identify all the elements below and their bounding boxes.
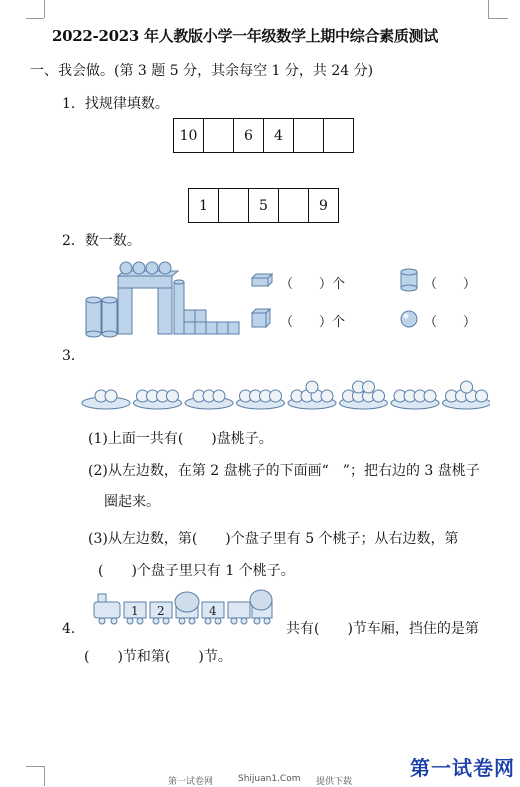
peach-plate <box>288 381 336 409</box>
peach-plate <box>391 390 439 409</box>
cube-count-blank: （ ）个 <box>280 315 346 330</box>
sequence-cell: 9 <box>319 197 328 214</box>
cuboid-icon <box>251 273 273 287</box>
sphere-count-blank: （ ） <box>424 315 477 330</box>
brand-watermark: 第一试卷网 <box>410 756 515 780</box>
sequence-cell: 4 <box>264 119 294 152</box>
crop-mark <box>488 0 489 18</box>
crop-mark <box>26 18 44 19</box>
cylinder-icon <box>400 268 418 292</box>
sequence-cell <box>204 119 234 152</box>
train-car-number: 1 <box>131 604 139 618</box>
peach-plate <box>443 381 491 409</box>
page-title: 2022-2023 年人教版小学一年级数学上期中综合素质测试 <box>52 27 438 45</box>
peach <box>270 390 282 402</box>
peach <box>306 381 318 393</box>
peach-plate <box>340 381 388 409</box>
sequence-row-2 <box>188 188 339 223</box>
q3-subquestion-3-cont: ( )个盘子里只有 1 个桃子。 <box>98 563 295 579</box>
peach <box>213 390 225 402</box>
sequence-cell: 1 <box>189 189 219 222</box>
question-3-label: 3． <box>62 348 85 364</box>
peach-plate <box>237 390 285 409</box>
sequence-cell <box>294 119 324 152</box>
sphere-icon <box>400 310 418 328</box>
peach <box>373 390 385 402</box>
crop-mark <box>488 18 508 19</box>
sequence-cell: 10 <box>174 119 204 152</box>
crop-mark <box>26 766 44 767</box>
q3-subquestion-1: (1)上面一共有( )盘桃子。 <box>88 431 273 447</box>
footer-site-url[interactable]: Shijuan1.Com <box>238 774 301 784</box>
cuboid-count-blank: （ ）个 <box>280 277 346 292</box>
section-heading: 一、我会做。(第 3 题 5 分，其余每空 1 分，共 24 分) <box>30 63 374 79</box>
q4-text-line-2: ( )节和第( )节。 <box>84 649 232 665</box>
footer-download-note: 提供下载 <box>316 777 353 787</box>
footer-site-name: 第一试卷网 <box>168 777 214 787</box>
question-1-label: 1．找规律填数。 <box>62 96 169 112</box>
q3-subquestion-2-cont: 圈起来。 <box>104 494 160 510</box>
peach-plate <box>82 390 130 409</box>
crop-mark <box>44 0 45 18</box>
sequence-cell <box>279 189 309 222</box>
peach <box>167 390 179 402</box>
sequence-cell <box>324 119 353 152</box>
peach <box>461 381 473 393</box>
q3-subquestion-3: (3)从左边数，第( )个盘子里有 5 个桃子；从右边数，第 <box>88 531 459 547</box>
peach-plates-illustration <box>80 372 490 412</box>
train-illustration <box>90 588 276 628</box>
sequence-row-1 <box>173 118 354 153</box>
peach <box>424 390 436 402</box>
question-4-label: 4． <box>62 621 85 637</box>
cube-icon <box>251 308 271 328</box>
peach-plate <box>185 390 233 409</box>
peach <box>476 390 488 402</box>
q3-subquestion-2: (2)从左边数，在第 2 盘桃子的下面画“ ”；把右边的 3 盘桃子 <box>88 463 480 479</box>
sequence-cell: 5 <box>249 189 279 222</box>
sequence-cell: 6 <box>234 119 264 152</box>
sequence-cell <box>219 189 249 222</box>
train-car-number: 4 <box>209 604 217 618</box>
peach <box>321 390 333 402</box>
solids-structure-illustration <box>82 258 242 338</box>
train-car-number: 2 <box>157 604 165 618</box>
peach <box>363 381 375 393</box>
crop-mark <box>44 766 45 786</box>
peach-plate <box>134 390 182 409</box>
cylinder-count-blank: （ ） <box>424 277 477 292</box>
peach <box>105 390 117 402</box>
question-2-label: 2．数一数。 <box>62 233 141 249</box>
q4-text-line-1: 共有( )节车厢，挡住的是第 <box>286 621 479 637</box>
